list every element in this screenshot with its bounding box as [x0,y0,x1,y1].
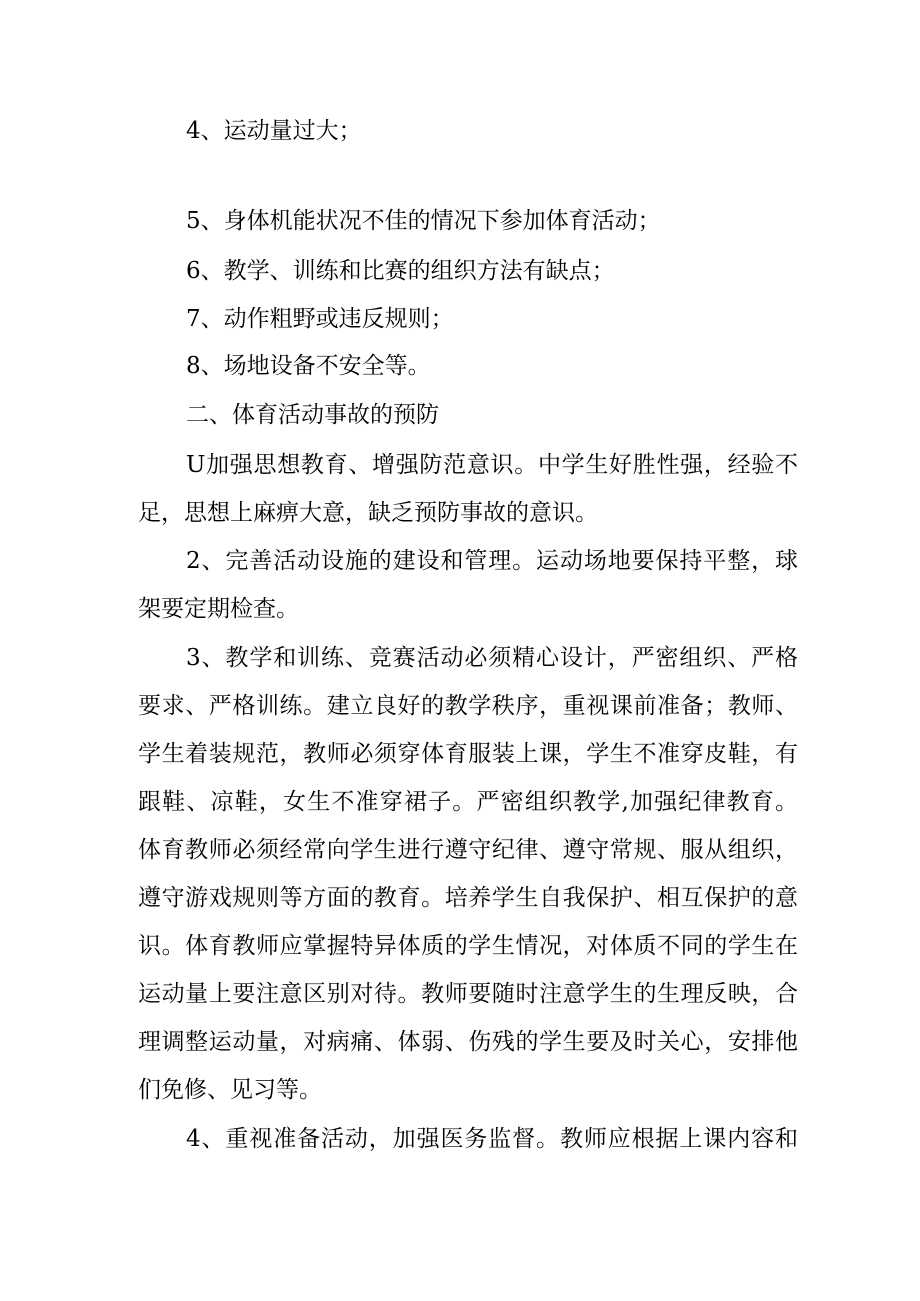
list-item-6: 6、教学、训练和比赛的组织方法有缺点； [186,258,615,284]
paragraph-4-line-1: 4、重视准备活动，加强医务监督。教师应根据上课内容和 [186,1126,798,1152]
paragraph-3-line-6: 遵守游戏规则等方面的教育。培养学生自我保护、相互保护的意 [138,885,798,911]
paragraph-3-line-8: 运动量上要注意区别对待。教师要随时注意学生的生理反映，合 [138,981,798,1007]
list-item-7: 7、动作粗野或违反规则； [186,306,454,332]
paragraph-2-line-1: 2、完善活动设施的建设和管理。运动场地要保持平整，球 [186,548,798,574]
paragraph-2-line-2: 架要定期检查。 [138,596,299,622]
paragraph-1-line-2: 足，思想上麻痹大意，缺乏预防事故的意识。 [138,500,598,526]
paragraph-3-line-7: 识。体育教师应掌握特异体质的学生情况，对体质不同的学生在 [138,933,798,959]
paragraph-3-line-9: 理调整运动量，对病痛、体弱、伤残的学生要及时关心，安排他 [138,1029,798,1055]
list-item-8: 8、场地设备不安全等。 [186,353,431,379]
section-heading: 二、体育活动事故的预防 [186,402,439,428]
paragraph-3-line-4: 跟鞋、凉鞋，女生不准穿裙子。严密组织教学,加强纪律教育。 [138,789,798,815]
paragraph-3-line-10: 们免修、见习等。 [138,1077,322,1103]
list-item-5: 5、身体机能状况不佳的情况下参加体育活动； [186,208,661,234]
paragraph-3-line-2: 要求、严格训练。建立良好的教学秩序，重视课前准备；教师、 [138,693,798,719]
paragraph-3-line-3: 学生着装规范，教师必须穿体育服装上课，学生不准穿皮鞋，有 [138,741,798,767]
paragraph-3-line-1: 3、教学和训练、竞赛活动必须精心设计，严密组织、严格 [186,645,798,671]
list-item-4: 4、运动量过大； [186,118,362,144]
paragraph-1-line-1: U加强思想教育、增强防范意识。中学生好胜性强，经验不 [186,452,798,478]
paragraph-3-line-5: 体育教师必须经常向学生进行遵守纪律、遵守常规、服从组织， [138,837,798,863]
